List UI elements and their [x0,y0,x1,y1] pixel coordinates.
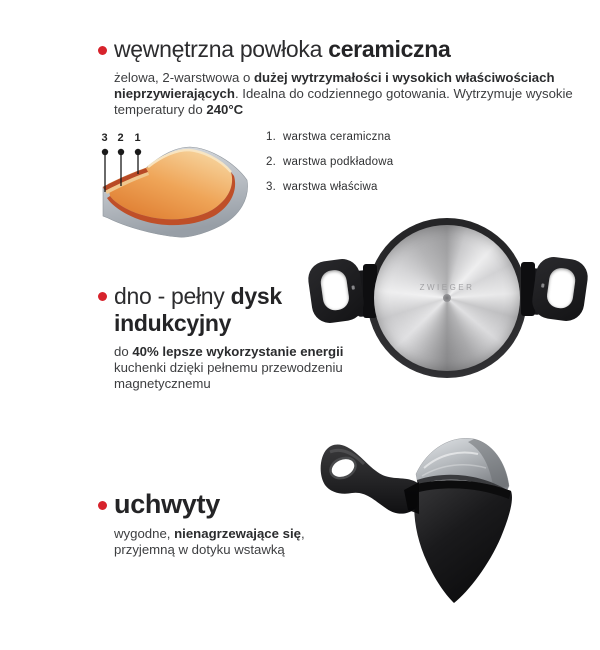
pot-right-handle [530,255,590,324]
induction-disc [374,225,520,371]
pin-label-2: 2 [117,132,124,144]
section-description: żelowa, 2-warstwowa o dużej wytrzymałości i wysokich właściwościach nieprzywierających. Idealna do codziennego gotowania. Wytrzymuje wysokie temperatury do 240°C [114,70,573,117]
bullet-icon [98,292,107,301]
legend-label: warstwa właściwa [283,181,378,193]
handle-closeup-photo [318,432,600,644]
pin-label-3: 3 [101,132,108,144]
right-handle-hole [545,267,576,310]
layers-legend [266,131,393,206]
pin-label-1: 1 [134,132,141,144]
legend-label: warstwa ceramiczna [283,131,391,143]
coating-layers-diagram [98,126,250,240]
handle-closeup-illustration [318,432,600,644]
pan-cross-section-illustration [98,126,250,240]
section-heading: uchwyty [114,489,220,519]
legend-number: 3. [266,181,276,193]
legend-label: warstwa podkładowa [283,156,394,168]
section-description: do 40% lepsze wykorzystanie energii kuchenki dzięki pełnemu przewodzeniu magnetycznemu [114,344,344,391]
pin-dots [102,149,141,155]
legend-item [266,156,393,168]
section-heading: węwnętrzna powłoka ceramiczna [114,36,451,62]
handle-grip [321,445,419,514]
section-description: wygodne, nienagrzewające się, przyjemną w dotyku wstawką [114,526,305,557]
bullet-icon [98,501,107,510]
section-heading: dno - pełny dysk indukcyjny [114,283,282,336]
brand-mark: ZWIEGER [419,283,475,292]
section-induction-disc [114,283,364,392]
bullet-icon [98,46,107,55]
legend-item [266,131,393,143]
legend-item [266,181,393,193]
pot-body [414,480,512,603]
section-ceramic-coating [114,36,588,118]
right-handle-reflection [541,283,545,287]
legend-number: 1. [266,131,276,143]
legend-number: 2. [266,156,276,168]
